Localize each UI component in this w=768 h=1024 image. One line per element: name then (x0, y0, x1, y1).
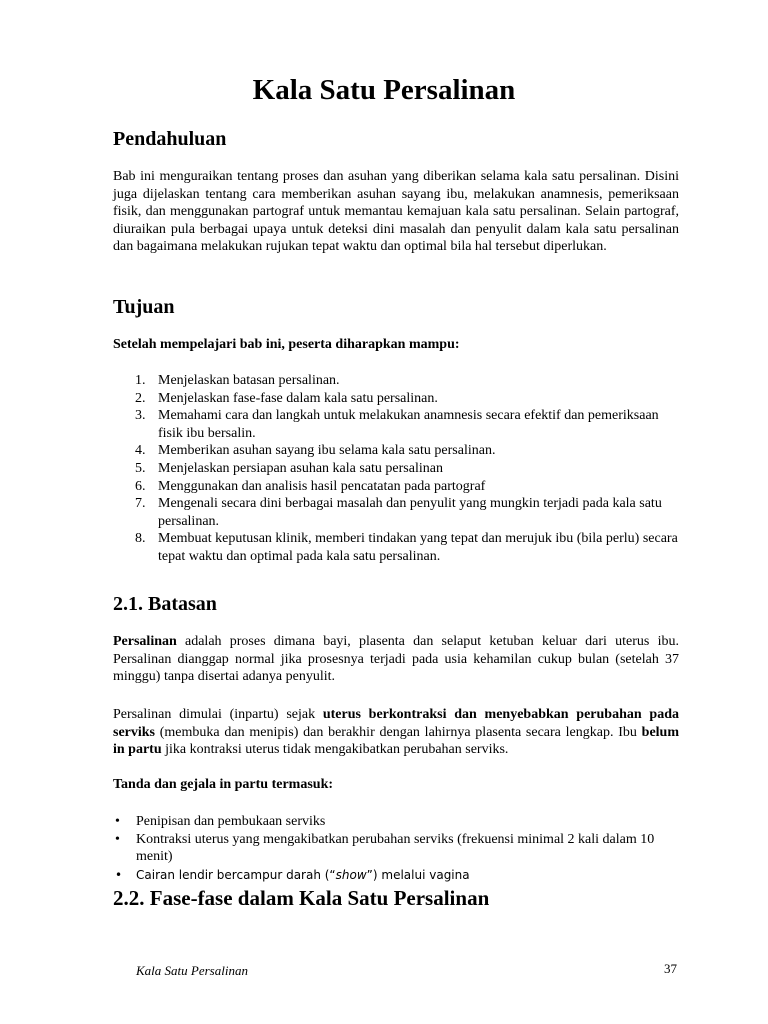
footer-page-number: 37 (664, 961, 677, 976)
sign-text: Penipisan dan pembukaan serviks (136, 814, 326, 829)
bullet-icon: • (115, 867, 123, 882)
term-persalinan: Persalinan (113, 634, 177, 649)
heading-fase: 2.2. Fase-fase dalam Kala Satu Persalinan (113, 886, 490, 910)
heading-tujuan: Tujuan (113, 296, 175, 318)
goal-item (113, 442, 679, 460)
bullet-icon: • (115, 831, 120, 847)
goal-item (113, 407, 679, 442)
tujuan-intro: Setelah mempelajari bab ini, peserta diharapkan mampu: (113, 337, 460, 352)
inpartu-bold-b: belum in partu (113, 724, 679, 758)
sign-item (113, 831, 679, 866)
goals-list (113, 372, 679, 566)
goal-text: Membuat keputusan klinik, memberi tindakan yang tepat dan merujuk ibu (bila perlu) secara tepat waktu dan optimal pada kala satu persalinan. (158, 531, 678, 564)
goal-number: 5. (135, 460, 146, 476)
heading-pendahuluan: Pendahuluan (113, 128, 227, 150)
goal-number: 1. (135, 373, 146, 388)
sign-text-c: ”) melalui vagina (366, 867, 470, 882)
bullet-icon: • (115, 814, 120, 829)
signs-heading: Tanda dan gejala in partu termasuk: (113, 777, 334, 792)
goal-number: 3. (135, 408, 146, 424)
goal-number: 7. (135, 496, 146, 512)
goal-number: 8. (135, 531, 146, 547)
heading-batasan: 2.1. Batasan (113, 593, 217, 615)
sign-text: Kontraksi uterus yang mengakibatkan perubahan serviks (frekuensi minimal 2 kali dalam 10 menit) (136, 831, 655, 865)
footer-chapter-title: Kala Satu Persalinan (136, 963, 248, 978)
inpartu-text-c: jika kontraksi uterus tidak mengakibatkan perubahan serviks. (161, 742, 509, 758)
goal-number: 2. (135, 390, 146, 406)
goal-item (113, 530, 679, 565)
goal-item (113, 478, 679, 496)
goal-item (113, 460, 679, 478)
goal-number: 6. (135, 478, 146, 494)
inpartu-text-a: Persalinan dimulai (inpartu) sejak (113, 707, 323, 722)
goal-text: Memahami cara dan langkah untuk melakukan anamnesis secara efektif dan pemeriksaan fisik ibu bersalin. (158, 408, 659, 441)
sign-text-show: show (335, 867, 367, 882)
paragraph-inpartu (113, 706, 679, 759)
paragraph-persalinan-definition (113, 633, 679, 686)
signs-list (113, 813, 679, 884)
goal-text: Menggunakan dan analisis hasil pencatatan pada partograf (158, 478, 486, 494)
goal-number: 4. (135, 443, 146, 459)
goal-item (113, 495, 679, 530)
page-title: Kala Satu Persalinan (252, 74, 516, 106)
inpartu-bold-a: uterus berkontraksi dan menyebabkan perubahan pada serviks (113, 707, 679, 740)
sign-item (113, 867, 679, 885)
goal-text: Menjelaskan batasan persalinan. (158, 373, 340, 388)
goal-text: Menjelaskan fase-fase dalam kala satu persalinan. (158, 390, 438, 406)
definition-text: adalah proses dimana bayi, plasenta dan selaput ketuban keluar dari uterus ibu. Persalinan dianggap normal jika prosesnya terjadi pada usia kehamilan cukup bulan (setelah 37 minggu) tanpa disertai adanya penyulit. (113, 634, 679, 685)
paragraph-pendahuluan: Bab ini menguraikan tentang proses dan asuhan yang diberikan selama kala satu persalinan. Disini juga dijelaskan tentang cara memberikan asuhan sayang ibu, melakukan anamnesis, pemeriksaan fisik, dan menggunakan partograf untuk memantau kemajuan kala satu persalinan. Selain partograf, diuraikan pula berbagai upaya untuk deteksi dini masalah dan penyulit dalam kala satu persalinan dan bagaimana melakukan rujukan tepat waktu dan optimal bila hal tersebut diperlukan. (113, 169, 679, 255)
sign-text-a: Cairan lendir bercampur darah (“ (136, 867, 336, 882)
goal-item (113, 390, 679, 408)
inpartu-text-b: (membuka dan menipis) dan berakhir dengan lahirnya plasenta secara lengkap. Ibu (155, 724, 642, 740)
goal-text: Menjelaskan persiapan asuhan kala satu persalinan (158, 460, 443, 476)
goal-item (113, 372, 679, 390)
goal-text: Memberikan asuhan sayang ibu selama kala satu persalinan. (158, 443, 496, 459)
sign-item (113, 813, 679, 831)
goal-text: Mengenali secara dini berbagai masalah dan penyulit yang mungkin terjadi pada kala satu persalinan. (158, 496, 662, 529)
